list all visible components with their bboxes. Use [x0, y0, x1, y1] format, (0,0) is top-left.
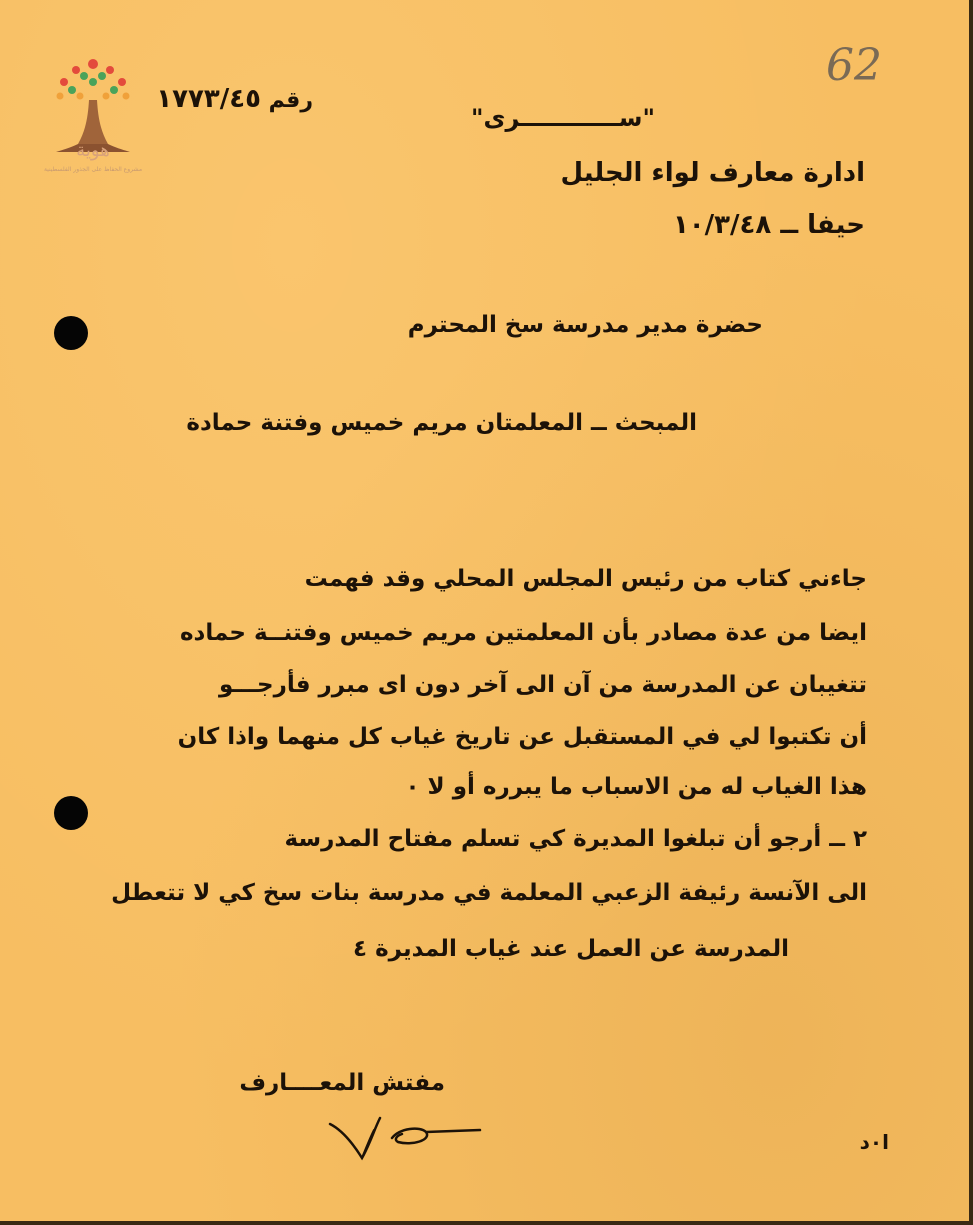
- logo-subtext: مشروع الحفاظ على الجذور الفلسطينية: [43, 166, 143, 173]
- body-line-6: ٢ ــ أرجو أن تبلغوا المديرة كي تسلم مفتاح المدرسة: [284, 826, 867, 852]
- scan-edge-bottom: [0, 1221, 973, 1225]
- reference-label: رقم: [268, 88, 313, 113]
- department-heading: ادارة معارف لواء الجليل: [560, 158, 865, 188]
- punch-hole-top: [54, 316, 88, 350]
- body-line-7: الى الآنسة رئيفة الزعبي المعلمة في مدرسة بنات سخ كي لا تتعطل: [111, 880, 867, 906]
- body-line-2: ايضا من عدة مصادر بأن المعلمتين مريم خميس وفتنــة حماده: [179, 620, 867, 646]
- addressee: حضرة مدير مدرسة سخ المحترم: [407, 312, 763, 338]
- signature-icon: [322, 1108, 492, 1164]
- reference-line: [156, 84, 313, 114]
- classification-mark: "ســــــــــــرى": [471, 104, 655, 132]
- scan-edge-right: [969, 0, 973, 1225]
- body-line-3: تتغيبان عن المدرسة من آن الى آخر دون اى مبرر فأرجـــو: [219, 672, 867, 698]
- body-line-8: المدرسة عن العمل عند غياب المديرة ٤: [353, 936, 789, 962]
- body-line-1: جاءني كتاب من رئيس المجلس المحلي وقد فهمت: [304, 566, 867, 592]
- logo-wordmark: هوية: [76, 140, 110, 161]
- signature-title: مفتش المعــــارف: [239, 1070, 445, 1096]
- body-line-4: أن تكتبوا لي في المستقبل عن تاريخ غياب كل منهما واذا كان: [177, 724, 867, 750]
- body-line-5: هذا الغياب له من الاسباب ما يبرره أو لا ٠: [405, 774, 867, 800]
- punch-hole-bottom: [54, 796, 88, 830]
- page-number: 62: [826, 40, 882, 91]
- subject-line: المبحث ــ المعلمتان مريم خميس وفتنة حمادة: [186, 410, 697, 436]
- place-date: حيفا ــ ١٠/٣/٤٨: [672, 210, 865, 240]
- reference-number: ١٧٧٣/٤٥: [156, 84, 261, 114]
- tree-logo-icon: [48, 36, 138, 186]
- typist-initials: ا٠د: [859, 1130, 889, 1154]
